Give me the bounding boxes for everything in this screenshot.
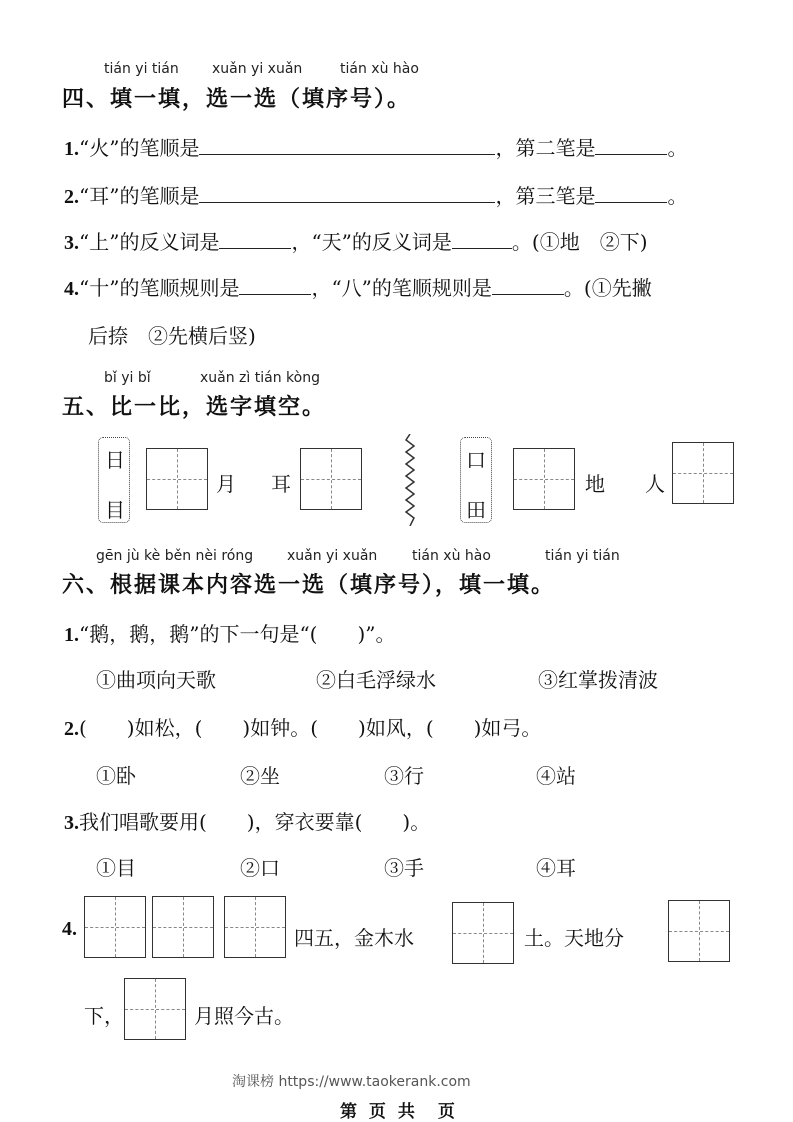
pinyin-xuan-zi-tian-kong: xuǎn zì tián kòng <box>200 370 320 386</box>
q-number: 1. <box>64 138 79 160</box>
option-char: 目 <box>105 498 125 522</box>
tian-grid-box[interactable] <box>152 896 214 958</box>
tian-grid-box[interactable] <box>672 442 734 504</box>
q-text: “耳”的笔顺是 <box>79 184 200 208</box>
option-char: 田 <box>466 498 486 522</box>
q-text: “鹅，鹅，鹅”的下一句是“( )”。 <box>79 622 396 646</box>
q-text: ，第二笔是 <box>495 136 596 160</box>
s6-q3-option: ④耳 <box>536 856 576 880</box>
tian-grid-box[interactable] <box>300 448 362 510</box>
q-number: 3. <box>64 232 79 254</box>
tian-grid-box[interactable] <box>224 896 286 958</box>
answer-blank[interactable] <box>595 184 667 203</box>
s4-q3 <box>64 226 648 255</box>
tian-grid-box[interactable] <box>452 902 514 964</box>
pinyin-tian-yi-tian: tián yi tián <box>104 61 179 77</box>
q-text: ，“天”的反义词是 <box>291 230 452 254</box>
s6-q2-option: ①卧 <box>96 764 136 788</box>
answer-blank[interactable] <box>492 276 564 295</box>
q-text: “上”的反义词是 <box>79 230 220 254</box>
q-text: ，“八”的笔顺规则是 <box>311 276 492 300</box>
q-text: 月照今古。 <box>194 1004 294 1028</box>
q-text: ，第三笔是 <box>495 184 596 208</box>
q-text: 。 <box>667 136 688 160</box>
pinyin-tian-xu-hao: tián xù hào <box>340 61 419 77</box>
s6-q3 <box>64 806 430 835</box>
watermark: 淘课榜 https://www.taokerank.com <box>232 1074 471 1090</box>
s6-q2 <box>64 712 541 741</box>
word-char: 月 <box>216 472 236 496</box>
s4-q4 <box>64 272 652 301</box>
s6-q3-option: ①目 <box>96 856 136 880</box>
pinyin-xuan-yi-xuan: xuǎn yi xuǎn <box>212 61 303 77</box>
q-text: “十”的笔顺规则是 <box>79 276 240 300</box>
section4-title: 四、填一填，选一选（填序号）。 <box>62 87 412 112</box>
section6-title: 六、根据课本内容选一选（填序号），填一填。 <box>62 573 556 598</box>
q-text: 我们唱歌要用( )，穿衣要靠( )。 <box>79 810 431 834</box>
q-number: 2. <box>64 718 79 740</box>
answer-blank[interactable] <box>219 230 291 249</box>
page-number: 第 页 共 页 <box>340 1102 458 1122</box>
pinyin-bi-yi-bi: bǐ yi bǐ <box>104 370 151 386</box>
q-text: “火”的笔顺是 <box>79 136 200 160</box>
pinyin-tian-xu-hao: tián xù hào <box>412 548 491 564</box>
answer-blank[interactable] <box>452 230 512 249</box>
q-text: 。 <box>667 184 688 208</box>
q-text: 。(①先撇 <box>563 276 652 300</box>
s6-q3-option: ②口 <box>240 856 280 880</box>
s6-q3-option: ③手 <box>384 856 424 880</box>
tian-grid-box[interactable] <box>146 448 208 510</box>
s6-q2-option: ②坐 <box>240 764 280 788</box>
word-char: 耳 <box>271 472 291 496</box>
q-text: 土。天地分 <box>524 926 624 950</box>
q-number: 4. <box>62 918 77 940</box>
q-number: 4. <box>64 278 79 300</box>
section5-title: 五、比一比，选字填空。 <box>62 395 327 420</box>
q-text: 。(①地 ②下) <box>511 230 648 254</box>
tian-grid-box[interactable] <box>84 896 146 958</box>
zigzag-divider <box>402 434 418 526</box>
pinyin-gen-ju-ke-ben-nei-rong: gēn jù kè běn nèi róng <box>96 548 254 564</box>
s6-q1 <box>64 618 396 647</box>
tian-grid-box[interactable] <box>124 978 186 1040</box>
answer-blank[interactable] <box>199 136 495 155</box>
answer-blank[interactable] <box>239 276 311 295</box>
s6-q2-option: ③行 <box>384 764 424 788</box>
s6-q1-option: ③红掌拨清波 <box>538 668 658 692</box>
q-number: 1. <box>64 624 79 646</box>
q-number: 2. <box>64 186 79 208</box>
option-char: 口 <box>466 448 486 472</box>
pinyin-xuan-yi-xuan: xuǎn yi xuǎn <box>287 548 378 564</box>
word-char: 人 <box>645 472 665 496</box>
s4-q2 <box>64 180 687 209</box>
s4-q1 <box>64 132 687 161</box>
q-text: ( )如松，( )如钟。( )如风，( )如弓。 <box>79 716 542 740</box>
s6-q1-option: ②白毛浮绿水 <box>316 668 436 692</box>
q-text: 四五，金木水 <box>294 926 414 950</box>
option-char: 日 <box>105 448 125 472</box>
s6-q2-option: ④站 <box>536 764 576 788</box>
s6-q1-option: ①曲项向天歌 <box>96 668 216 692</box>
q-number: 3. <box>64 812 79 834</box>
answer-blank[interactable] <box>199 184 495 203</box>
q-text: 下， <box>84 1004 124 1028</box>
answer-blank[interactable] <box>595 136 667 155</box>
tian-grid-box[interactable] <box>668 900 730 962</box>
tian-grid-box[interactable] <box>513 448 575 510</box>
pinyin-tian-yi-tian: tián yi tián <box>545 548 620 564</box>
s4-q4-continuation: 后捺 ②先横后竖) <box>88 324 256 348</box>
word-char: 地 <box>585 472 605 496</box>
